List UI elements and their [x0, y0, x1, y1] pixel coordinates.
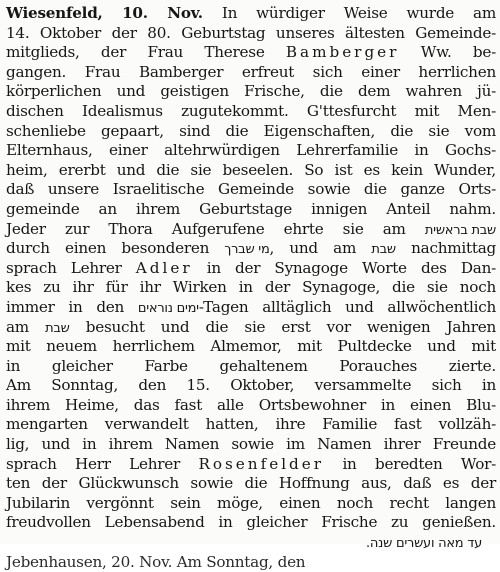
- article-line: kes zu ihr für ihr Wirken in der Synagoge, die sie noch: [6, 278, 496, 297]
- article-line: 14. Oktober der 80. Geburtstag unseres ältesten Gemeinde-: [6, 23, 496, 42]
- hebrew-yamim-noraim: ימים נוראים: [137, 300, 199, 316]
- article-line: ihrem Heime, das fast alle Ortsbewohner in einen Blu-: [6, 395, 496, 414]
- hebrew-closing-wish: עד מאה ועשרים שנה.: [366, 536, 482, 552]
- article-line: immer in den ימים נוראים-Tagen alltäglich und allwöchentlich: [6, 298, 496, 318]
- article-line: mit neuem herrlichem Almemor, mit Pultdecke und mit: [6, 337, 496, 356]
- name-adler: Adler: [135, 258, 193, 277]
- article-line: gangen. Frau Bamberger erfreut sich einer herrlichen: [6, 62, 496, 81]
- name-bamberger: Bamberger: [285, 43, 400, 62]
- article-line: [6, 533, 496, 553]
- article-line: daß unsere Israelitische Gemeinde sowie die ganze Orts-: [6, 180, 496, 199]
- article-line: schenliebe gepaart, sind die Eigenschaften, die sie vom: [6, 121, 496, 140]
- article-line: gemeinde an ihrem Geburtstage innigen Anteil nahm.: [6, 199, 496, 218]
- article-line: körperlichen und geistigen Frische, die dem wahren jü-: [6, 82, 496, 101]
- article-line: durch einen besonderen מי שברך, und am שבת nachmittag: [6, 239, 496, 259]
- hebrew-mi-sheberach: מי שברך: [224, 242, 270, 258]
- name-rosenfelder: Rosenfelder: [198, 454, 325, 473]
- article-line: in gleicher Farbe gehaltenem Porauches zierte.: [6, 356, 496, 375]
- article-line: mengarten verwandelt hatten, ihre Familie fast vollzäh-: [6, 415, 496, 434]
- article-dateline: Wiesenfeld, 10. Nov.: [6, 4, 203, 22]
- article-line: freudvollen Lebensabend in gleicher Frische zu genießen.: [6, 513, 496, 532]
- article-body: [6, 4, 496, 572]
- article-line: Am Sonntag, den 15. Oktober, versammelte sich in: [6, 376, 496, 395]
- article-line: Elternhaus, einer altehrwürdigen Lehrerfamilie in Gochs-: [6, 141, 496, 160]
- article-line: am שבת besucht und die sie erst vor wenigen Jahren: [6, 318, 496, 338]
- hebrew-shabbat: שבת: [45, 320, 70, 336]
- article-line: lig, und in ihrem Namen sowie im Namen ihrer Freunde: [6, 435, 496, 454]
- hebrew-shabbat: שבת: [371, 242, 396, 258]
- next-article-line: Jebenhausen, 20. Nov. Am Sonntag, den: [6, 552, 306, 571]
- article-line: mitglieds, der Frau Therese Bamberger Ww. be-: [6, 43, 496, 62]
- article-line: Jeder zur Thora Aufgerufene ehrte sie am שבת בראשית: [6, 220, 496, 240]
- article-line: heim, ererbt und die sie beseelen. So ist es kein Wunder,: [6, 160, 496, 179]
- article-line: Wiesenfeld, 10. Nov. In würdiger Weise wurde am: [6, 4, 497, 22]
- article-line: dischen Idealismus zugutekommt. G'ttesfurcht mit Men-: [6, 101, 496, 120]
- article-line: sprach Herr Lehrer Rosenfelder in beredten Wor-: [6, 454, 497, 473]
- article-line: ten der Glückwunsch sowie die Hoffnung aus, daß es der: [6, 474, 496, 493]
- article-line: sprach Lehrer Adler in der Synagoge Worte des Dan-: [6, 258, 496, 277]
- hebrew-shabbat-bereshit: שבת בראשית: [424, 222, 496, 238]
- article-line: Jubilarin vergönnt sein möge, einen noch recht langen: [6, 493, 496, 512]
